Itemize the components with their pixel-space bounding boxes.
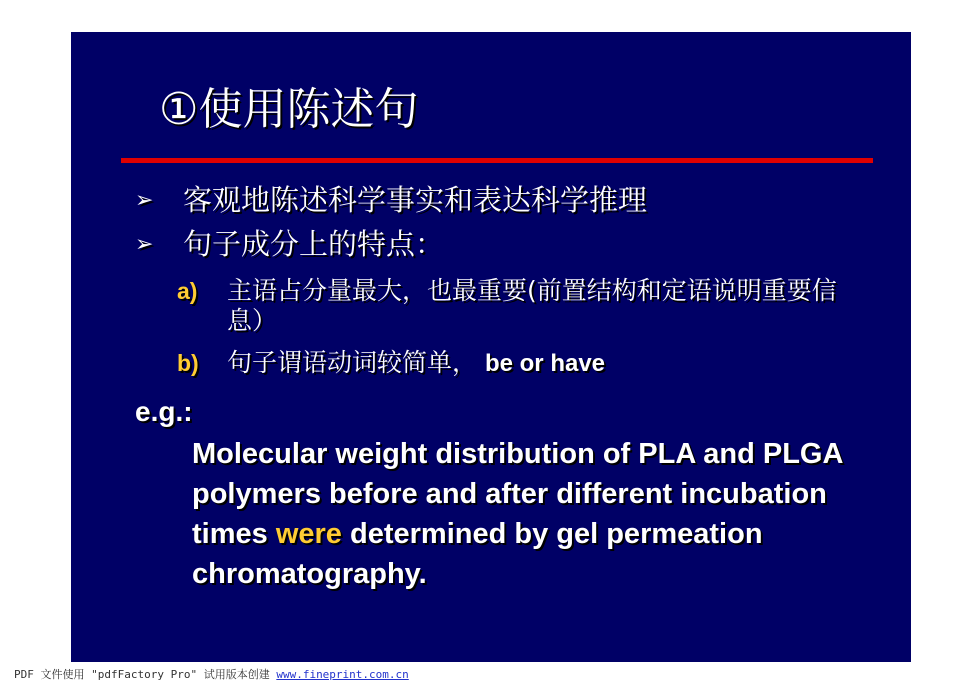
example-label: e.g.: [135, 396, 193, 427]
sub-item-marker: a) [177, 278, 198, 304]
footer-text: PDF 文件使用 "pdfFactory Pro" 试用版本创建 [14, 668, 277, 681]
bullet-text: 客观地陈述科学事实和表达科学推理 [183, 183, 648, 217]
example-text-before: Molecular weight distribution of PLA and PLGA polymers before and after different incubation times [192, 438, 843, 550]
bullet-text: 句子成分上的特点： [183, 227, 445, 261]
slide-title: ①使用陈述句 [159, 84, 419, 135]
pdf-footer [14, 668, 409, 682]
arrow-bullet-icon: ➢ [135, 232, 154, 257]
example-sentence [192, 434, 892, 594]
bullet-item [135, 226, 444, 263]
sub-item-text: 主语占分量最大，也最重要(前置结构和定语说明重要信息） [227, 276, 837, 335]
slide [71, 32, 911, 662]
title-divider [121, 158, 873, 163]
sub-item-text [227, 348, 867, 379]
example-text-after: determined by gel permeation chromatography. [192, 518, 763, 590]
bullet-item [135, 182, 647, 219]
sub-item-marker: b) [177, 350, 199, 376]
sub-item-text-en: be or have [484, 350, 606, 377]
arrow-bullet-icon: ➢ [135, 188, 154, 213]
sub-item-text-cn: 句子谓语动词较简单， [227, 348, 478, 377]
footer-link[interactable]: www.fineprint.com.cn [276, 668, 409, 681]
example-highlight: were [275, 518, 342, 550]
